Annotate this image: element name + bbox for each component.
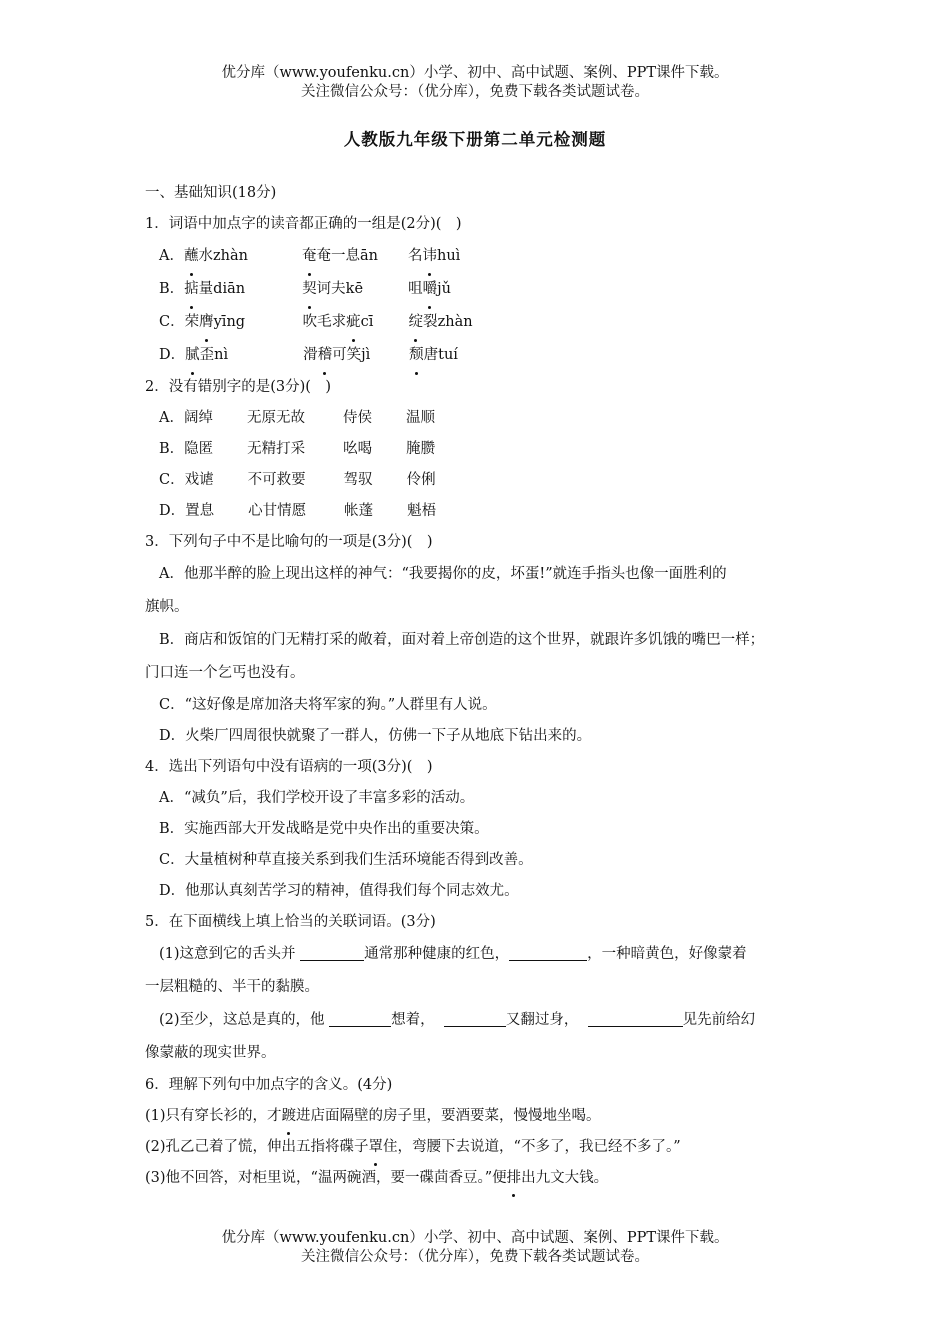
q4-option-b: B．实施西部大开发战略是党中央作出的重要决策。 [159, 821, 489, 837]
question-1-stem: 1．词语中加点字的读音都正确的一组是(2分)( ) [145, 216, 462, 232]
question-6-stem: 6．理解下列句中加点字的含义。(4分) [145, 1077, 393, 1093]
q1-option-c: C．荣膺yīng 吹毛求疵cī 绽裂zhàn [145, 306, 825, 339]
question-3-stem: 3．下列句子中不是比喻句的一项是(3分)( ) [145, 534, 433, 550]
question-2-stem: 2．没有错别字的是(3分)( ) [145, 379, 332, 395]
q3-option-c: C．“这好像是席加洛夫将军家的狗。”人群里有人说。 [159, 697, 497, 713]
page-footer [0, 1229, 950, 1267]
page-header [0, 64, 950, 102]
q3-option-a-line1: A．他那半醉的脸上现出这样的神气：“我要揭你的皮，坏蛋!”就连手指头也像一面胜利的 [159, 566, 727, 582]
q2-option-c: C．戏谑 不可救要 驾驭 伶俐 [159, 472, 436, 488]
exam-content [145, 178, 825, 1194]
q3-option-b-line1: B．商店和饭馆的门无精打采的敞着，面对着上帝创造的这个世界，就跟许多饥饿的嘴巴一样； [159, 632, 765, 648]
q5-part2-line2: 像蒙蔽的现实世界。 [145, 1045, 276, 1061]
fill-blank[interactable] [588, 1010, 683, 1027]
q4-option-a: A．“减负”后，我们学校开设了丰富多彩的活动。 [159, 790, 475, 806]
footer-line-1: 优分库（www.youfenku.cn）小学、初中、高中试题、案例、PPT课件下载。 [221, 1230, 729, 1246]
header-line-2: 关注微信公众号：（优分库），免费下载各类试题试卷。 [301, 84, 649, 100]
section-heading: 一、基础知识(18分) [145, 185, 277, 201]
q6-sentence-3: (3)他不回答，对柜里说，“温两碗酒，要一碟茴香豆。”便排出九文大钱。 [145, 1163, 825, 1194]
q1-option-d: D．腻歪nì 滑稽可笑jì 颓唐tuí [145, 339, 825, 372]
q3-option-a-line2: 旗帜。 [145, 599, 189, 615]
q6-sentence-1: (1)只有穿长衫的，才踱进店面隔壁的房子里，要酒要菜，慢慢地坐喝。 [145, 1101, 825, 1132]
q1-option-b: B．掂量diān 契诃夫kē 咀嚼jǔ [145, 273, 825, 306]
fill-blank[interactable] [444, 1010, 506, 1027]
page-title: 人教版九年级下册第二单元检测题 [343, 130, 607, 149]
q2-option-d: D．置息 心甘情愿 帐蓬 魁梧 [159, 503, 437, 519]
q3-option-d: D．火柴厂四周很快就聚了一群人，仿佛一下子从地底下钻出来的。 [159, 728, 592, 744]
question-5-stem: 5．在下面横线上填上恰当的关联词语。(3分) [145, 914, 436, 930]
q6-sentence-2: (2)孔乙己着了慌，伸出五指将碟子罩住，弯腰下去说道，“不多了，我已经不多了。” [145, 1132, 825, 1163]
fill-blank[interactable] [509, 944, 587, 961]
fill-blank[interactable] [300, 944, 364, 961]
q1-option-a: A．蘸水zhàn 奄奄一息ān 名讳huì [145, 240, 825, 273]
q4-option-d: D．他那认真刻苦学习的精神，值得我们每个同志效尤。 [159, 883, 519, 899]
q5-part2-line1: (2)至少，这总是真的，他 想着， 又翻过身， 见先前给幻 [159, 1012, 756, 1028]
footer-line-2: 关注微信公众号：（优分库），免费下载各类试题试卷。 [301, 1249, 649, 1265]
question-4-stem: 4．选出下列语句中没有语病的一项(3分)( ) [145, 759, 433, 775]
header-line-1: 优分库（www.youfenku.cn）小学、初中、高中试题、案例、PPT课件下载。 [221, 65, 729, 81]
q5-part1-line2: 一层粗糙的、半干的黏膜。 [145, 979, 319, 995]
q2-option-a: A．阔绰 无原无故 侍侯 温顺 [159, 410, 435, 426]
q5-part1-line1: (1)这意到它的舌头并 通常那种健康的红色， ，一种暗黄色，好像蒙着 [159, 946, 747, 962]
q3-option-b-line2: 门口连一个乞丐也没有。 [145, 665, 305, 681]
q2-option-b: B．隐匿 无精打采 吆喝 腌臜 [159, 441, 436, 457]
fill-blank[interactable] [329, 1010, 391, 1027]
q4-option-c: C．大量植树种草直接关系到我们生活环境能否得到改善。 [159, 852, 533, 868]
